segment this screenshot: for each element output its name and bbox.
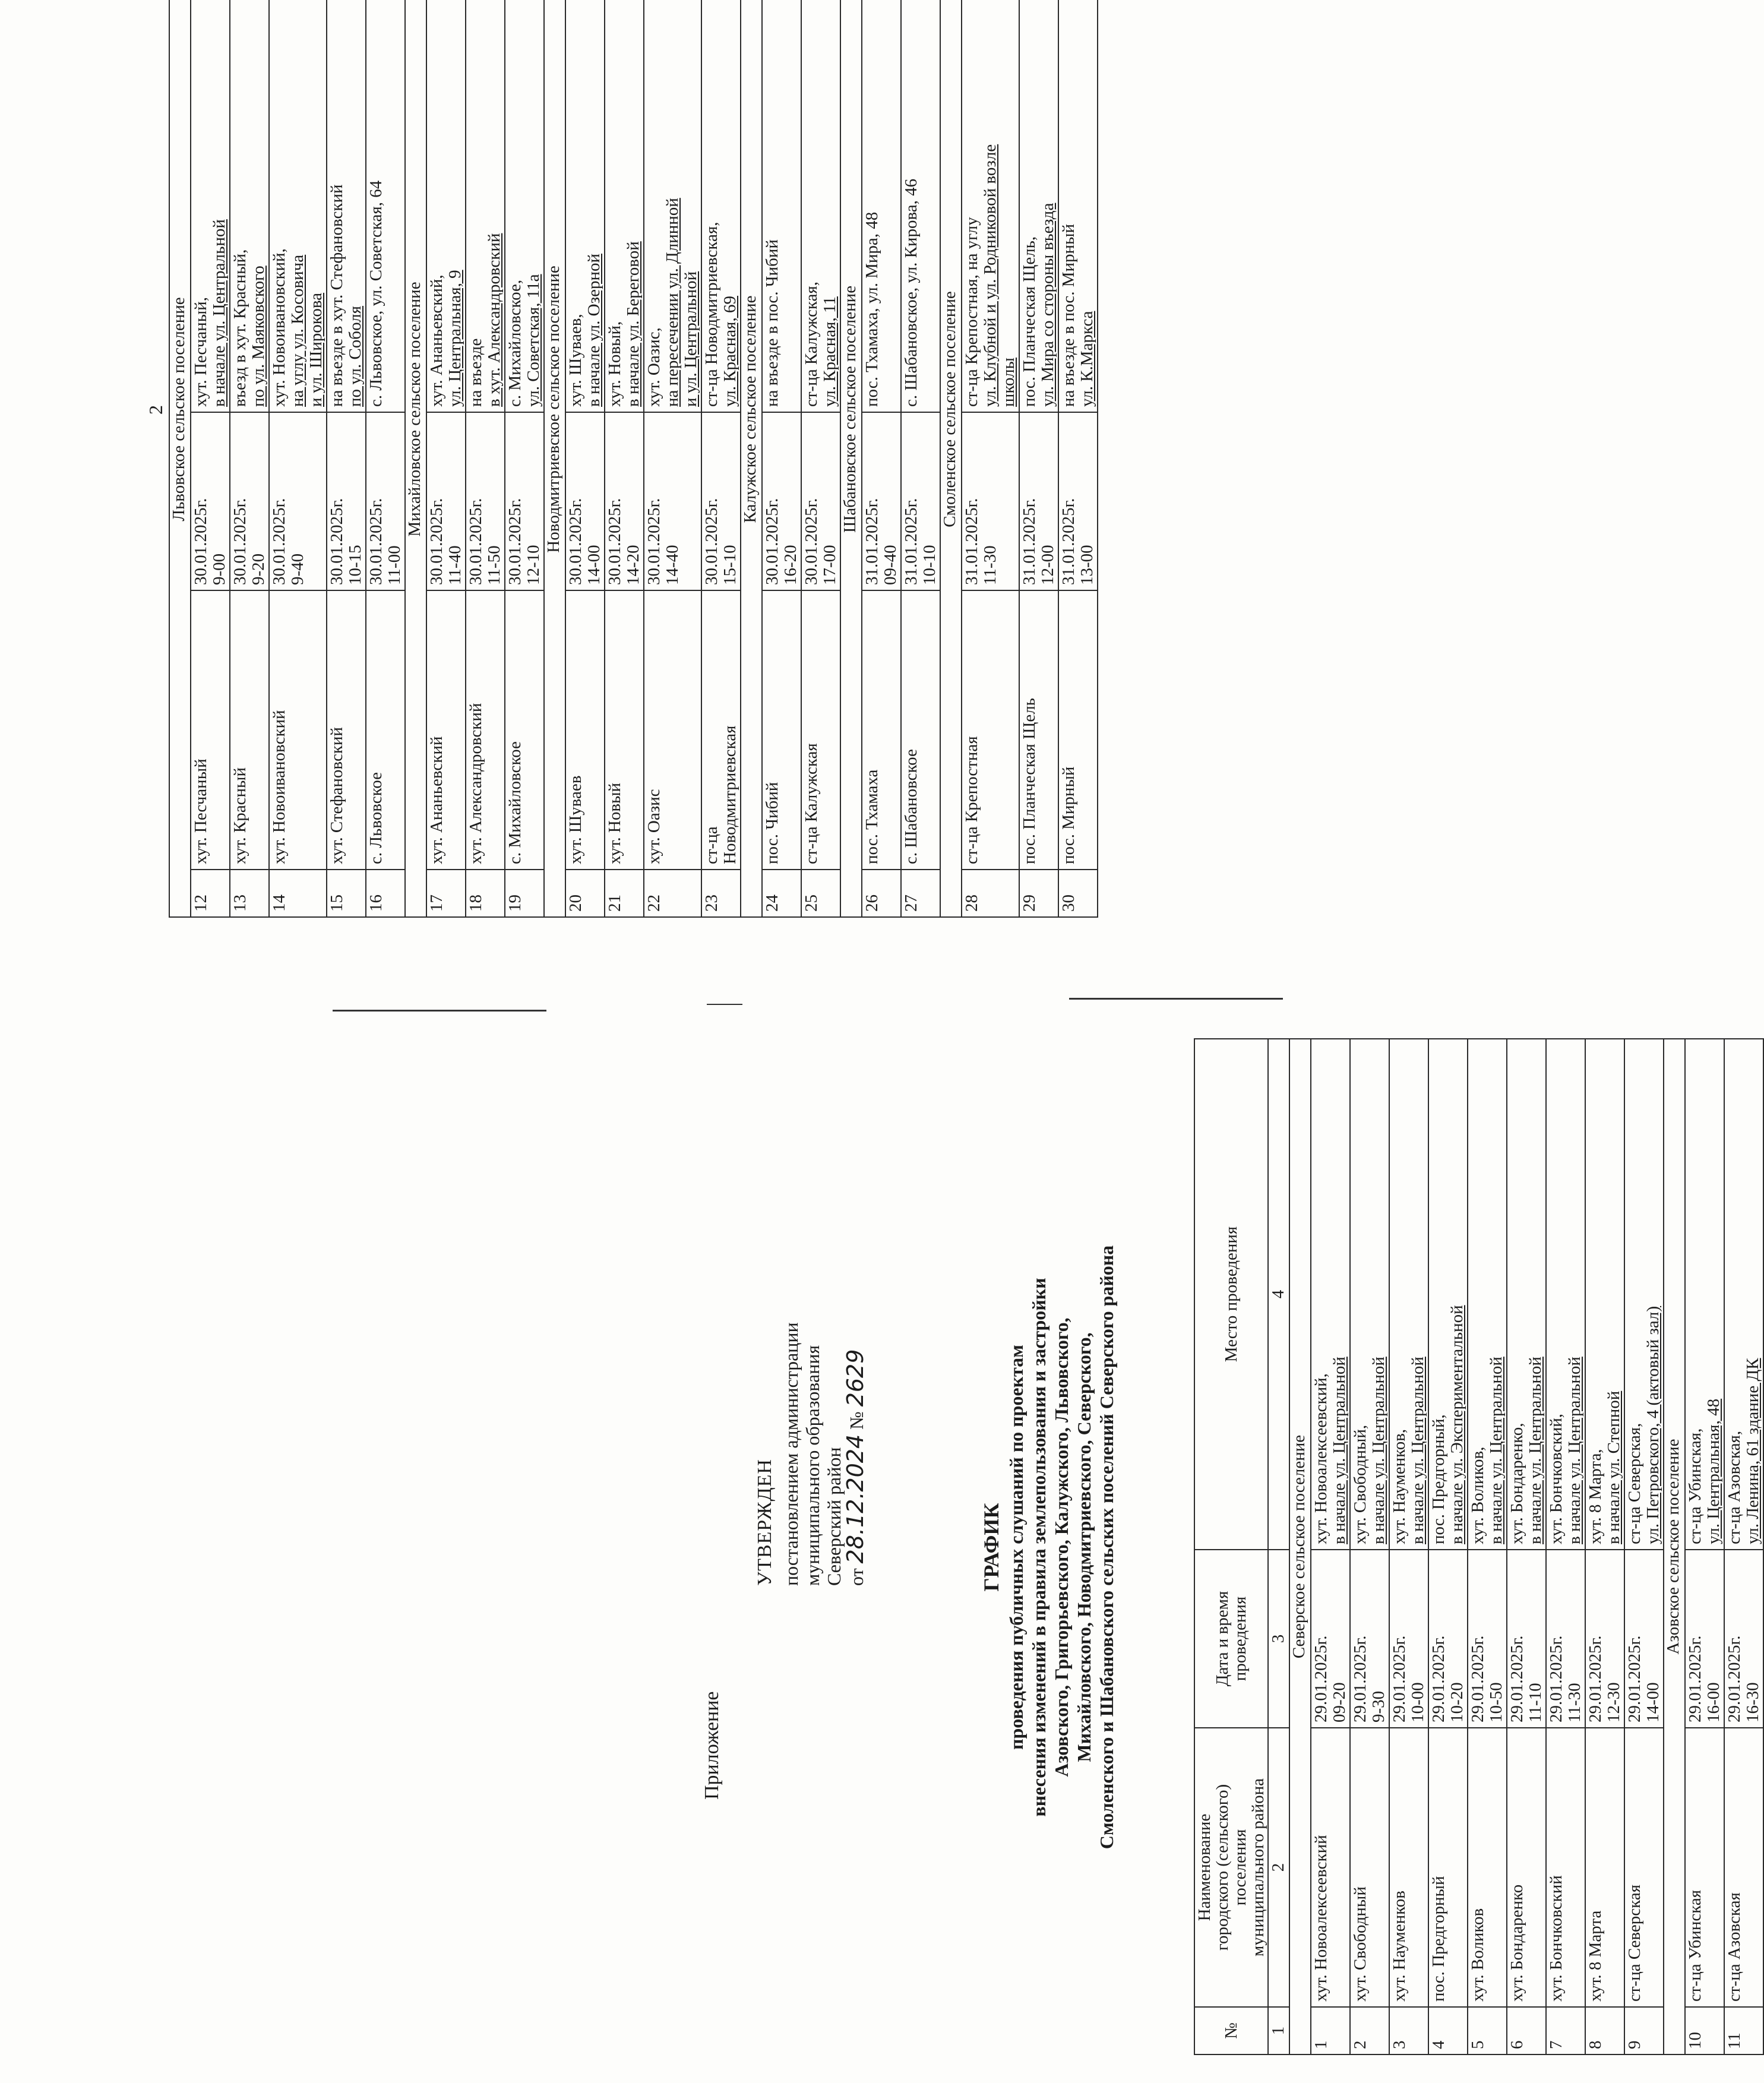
hearing-place: хут. Бондаренко, в начале ул. Центральной <box>1507 1039 1546 1550</box>
hearing-place: на въезде в хут. Стефановский по ул. Соболя <box>327 0 366 412</box>
hearing-place: хут. Новоалексеевский, в начале ул. Центральной <box>1311 1039 1350 1550</box>
hearing-time: 09-20 <box>1330 1682 1349 1722</box>
hearing-datetime <box>269 412 327 590</box>
settlement-name: хут. Воликов <box>1468 1728 1507 2007</box>
hearing-time: 9-00 <box>210 553 229 585</box>
table-row <box>426 0 466 917</box>
hearing-date: 29.01.2025г. <box>1725 1635 1744 1722</box>
section-title: Львовское сельское поселение <box>169 0 191 917</box>
hearing-datetime <box>1350 1550 1389 1728</box>
hearing-date: 30.01.2025г. <box>230 498 249 585</box>
hearing-date: 31.01.2025г. <box>962 498 981 585</box>
approval-line: постановлением администрации <box>780 1322 802 1586</box>
col-header-datetime: Дата и время проведения <box>1194 1550 1268 1728</box>
hearing-datetime <box>1058 412 1098 590</box>
hearing-place: ст-ца Калужская, ул. Красная, 11 <box>801 0 840 412</box>
hearing-date: 30.01.2025г. <box>644 498 663 585</box>
hearing-place: ст-ца Азовская, ул. Ленина, 61 здание ДК <box>1724 1039 1763 1550</box>
row-number: 23 <box>701 870 741 917</box>
row-number: 9 <box>1624 2007 1664 2054</box>
hearing-place: с. Львовское, ул. Советская, 64 <box>366 0 405 412</box>
hearing-date: 29.01.2025г. <box>1686 1635 1705 1722</box>
hearing-place: хут. Свободный, в начале ул. Центральной <box>1350 1039 1389 1550</box>
row-number: 2 <box>1350 2007 1389 2054</box>
col-header-name: Наименование городского (сельского) поселения муниципального района <box>1194 1728 1268 2007</box>
row-number: 7 <box>1546 2007 1585 2054</box>
row-number: 28 <box>962 870 1019 917</box>
hearing-place: хут. 8 Марта, в начале ул. Степной <box>1585 1039 1624 1550</box>
hearing-datetime <box>1546 1550 1585 1728</box>
hearing-date: 31.01.2025г. <box>1059 498 1078 585</box>
hearing-place: пос. Тхамаха, ул. Мира, 48 <box>862 0 901 412</box>
column-number: 1 <box>1268 2007 1289 2054</box>
hearing-place: въезд в хут. Красный, по ул. Маяковского <box>230 0 269 412</box>
settlement-name: хут. Свободный <box>1350 1728 1389 2007</box>
hearing-datetime <box>762 412 801 590</box>
row-number: 26 <box>862 870 901 917</box>
hearing-datetime <box>366 412 405 590</box>
hearing-place: на въезде в хут. Александровский <box>466 0 505 412</box>
approval-block <box>647 1039 1117 2055</box>
hearing-place: хут. Бончковский, в начале ул. Центральной <box>1546 1039 1585 1550</box>
settlement-name: хут. Шуваев <box>565 590 605 870</box>
hearing-date: 30.01.2025г. <box>191 498 210 585</box>
hearing-time: 10-10 <box>920 545 939 585</box>
hearing-place: с. Михайловское, ул. Советская, 11а <box>505 0 544 412</box>
hearing-time: 11-30 <box>981 545 1000 585</box>
table-row <box>1685 1039 1724 2054</box>
section-title: Северское сельское поселение <box>1289 1039 1311 2054</box>
section-row <box>940 0 962 917</box>
column-number: 3 <box>1268 1550 1289 1728</box>
section-row <box>1664 1039 1685 2054</box>
row-number: 19 <box>505 870 544 917</box>
hearing-datetime <box>191 412 230 590</box>
hearing-date: 29.01.2025г. <box>1468 1635 1487 1722</box>
hearing-place: хут. Науменков, в начале ул. Центральной <box>1389 1039 1428 1550</box>
row-number: 15 <box>327 870 366 917</box>
row-number: 29 <box>1019 870 1058 917</box>
row-number: 12 <box>191 870 230 917</box>
hearing-date: 29.01.2025г. <box>1547 1635 1566 1722</box>
row-number: 1 <box>1311 2007 1350 2054</box>
row-number: 4 <box>1428 2007 1468 2054</box>
table-row <box>1507 1039 1546 2054</box>
settlement-name: хут. Науменков <box>1389 1728 1428 2007</box>
hearing-place: ст-ца Крепостная, на углу ул. Клубной и ул. Родниковой возле школы <box>962 0 1019 412</box>
hearing-time: 10-15 <box>346 545 365 585</box>
approval-stamp <box>754 1322 867 1586</box>
hearing-datetime <box>505 412 544 590</box>
section-title: Калужское сельское поселение <box>741 0 762 917</box>
hearing-time: 9-20 <box>249 553 268 585</box>
settlement-name: пос. Мирный <box>1058 590 1098 870</box>
table-row <box>901 0 940 917</box>
divider-line <box>333 1010 546 1012</box>
settlement-name: с. Львовское <box>366 590 405 870</box>
settlement-name: ст-ца Азовская <box>1724 1728 1763 2007</box>
hearing-time: 09-40 <box>881 545 900 585</box>
hearing-datetime <box>426 412 466 590</box>
hearing-time: 13-00 <box>1077 545 1096 585</box>
row-number: 22 <box>644 870 701 917</box>
hearing-time: 11-40 <box>445 545 464 585</box>
approved-title: УТВЕРЖДЕН <box>754 1459 776 1586</box>
hearing-date: 31.01.2025г. <box>1020 498 1039 585</box>
hearing-date: 29.01.2025г. <box>1586 1635 1605 1722</box>
settlement-name: хут. Новый <box>605 590 644 870</box>
row-number: 16 <box>366 870 405 917</box>
hearing-date: 29.01.2025г. <box>1311 1635 1330 1722</box>
hearing-time: 16-20 <box>781 545 800 585</box>
table-row <box>1350 1039 1389 2054</box>
schedule-table <box>1194 1038 1764 2055</box>
hearing-time: 14-00 <box>1643 1682 1662 1722</box>
hearing-place: с. Шабановское, ул. Кирова, 46 <box>901 0 940 412</box>
column-number: 2 <box>1268 1728 1289 2007</box>
hearing-time: 16-00 <box>1704 1682 1723 1722</box>
hearing-datetime <box>1585 1550 1624 1728</box>
hearing-date: 30.01.2025г. <box>270 498 289 585</box>
col-header-place: Место проведения <box>1194 1039 1268 1550</box>
section-row <box>405 0 426 917</box>
table-row <box>962 0 1019 917</box>
col-header-num: № <box>1194 2007 1268 2054</box>
hearing-place: пос. Предгорный, в начале ул. Экспериментальной <box>1428 1039 1468 1550</box>
table-row <box>1546 1039 1585 2054</box>
hearing-datetime <box>1724 1550 1763 1728</box>
section-title: Смоленское сельское поселение <box>940 0 962 917</box>
hearing-place: ст-ца Новодмитриевская, ул. Красная, 69 <box>701 0 741 412</box>
hearing-date: 30.01.2025г. <box>763 498 782 585</box>
table-row <box>1468 1039 1507 2054</box>
handwritten-number: 2629 <box>842 1349 868 1407</box>
row-number: 14 <box>269 870 327 917</box>
table-row <box>644 0 701 917</box>
row-number: 13 <box>230 870 269 917</box>
hearing-datetime <box>962 412 1019 590</box>
settlement-name: с. Михайловское <box>505 590 544 870</box>
section-row <box>169 0 191 917</box>
settlement-name: хут. Стефановский <box>327 590 366 870</box>
table-row <box>230 0 269 917</box>
hearing-time: 11-50 <box>485 545 504 585</box>
hearing-date: 30.01.2025г. <box>802 498 821 585</box>
settlement-name: хут. Бончковский <box>1546 1728 1585 2007</box>
settlement-name: хут. Новоивановский <box>269 590 327 870</box>
hearing-place: хут. Воликов, в начале ул. Центральной <box>1468 1039 1507 1550</box>
table-row <box>505 0 544 917</box>
page-number: 2 <box>145 405 166 415</box>
settlement-name: хут. Александровский <box>466 590 505 870</box>
table-row <box>1019 0 1058 917</box>
hearing-place: хут. Новоивановский, на углу ул. Косовича и ул. Широкова <box>269 0 327 412</box>
hearing-date: 30.01.2025г. <box>366 498 385 585</box>
hearing-place: ст-ца Убинская, ул. Центральная, 48 <box>1685 1039 1724 1550</box>
section-title: Новодмитриевское сельское поселение <box>544 0 565 917</box>
hearing-time: 10-50 <box>1487 1682 1506 1722</box>
title-line: внесения изменений в правила землепользования и застройки <box>1028 1278 1049 1817</box>
hearing-datetime <box>1624 1550 1664 1728</box>
hearing-datetime <box>901 412 940 590</box>
row-number: 27 <box>901 870 940 917</box>
handwritten-date: 28.12.2024 <box>842 1434 868 1564</box>
hearing-datetime <box>701 412 741 590</box>
hearing-time: 11-10 <box>1526 1683 1545 1722</box>
section-row <box>544 0 565 917</box>
settlement-name: хут. Оазис <box>644 590 701 870</box>
hearing-place: на въезде в пос. Мирный ул. К.Маркса <box>1058 0 1098 412</box>
table-row <box>366 0 405 917</box>
hearing-place: на въезде в пос. Чибий <box>762 0 801 412</box>
hearing-time: 14-00 <box>584 545 603 585</box>
hearing-datetime <box>327 412 366 590</box>
table-row <box>1624 1039 1664 2054</box>
table-row <box>1428 1039 1468 2054</box>
row-number: 21 <box>605 870 644 917</box>
section-row <box>840 0 862 917</box>
hearing-datetime <box>644 412 701 590</box>
table-row <box>762 0 801 917</box>
row-number: 24 <box>762 870 801 917</box>
row-number: 11 <box>1724 2007 1763 2054</box>
hearing-time: 12-30 <box>1604 1682 1623 1722</box>
section-title: Михайловское сельское поселение <box>405 0 426 917</box>
settlement-name: ст-ца Крепостная <box>962 590 1019 870</box>
divider-line <box>707 1004 742 1005</box>
hearing-date: 30.01.2025г. <box>702 498 721 585</box>
hearing-time: 11-30 <box>1565 1683 1584 1722</box>
hearing-time: 14-20 <box>624 545 643 585</box>
row-number: 5 <box>1468 2007 1507 2054</box>
settlement-name: хут. Ананьевский <box>426 590 466 870</box>
hearing-date: 30.01.2025г. <box>566 498 585 585</box>
hearing-datetime <box>1685 1550 1724 1728</box>
settlement-name: ст-ца Убинская <box>1685 1728 1724 2007</box>
approval-line: муниципального образования <box>802 1345 823 1586</box>
hearing-time: 10-00 <box>1408 1682 1427 1722</box>
hearing-datetime <box>1468 1550 1507 1728</box>
settlement-name: пос. Чибий <box>762 590 801 870</box>
hearing-date: 31.01.2025г. <box>902 498 921 585</box>
hearing-place: хут. Песчаный, в начале ул. Центральной <box>191 0 230 412</box>
hearing-datetime <box>466 412 505 590</box>
hearing-datetime <box>1311 1550 1350 1728</box>
hearing-date: 29.01.2025г. <box>1390 1635 1409 1722</box>
settlement-name: хут. Красный <box>230 590 269 870</box>
hearing-time: 16-30 <box>1743 1682 1762 1722</box>
table-row <box>1389 1039 1428 2054</box>
row-number: 6 <box>1507 2007 1546 2054</box>
table-row <box>565 0 605 917</box>
hearing-datetime <box>1019 412 1058 590</box>
hearing-time: 10-20 <box>1447 1682 1466 1722</box>
divider-line <box>1069 998 1283 1000</box>
hearing-time: 9-30 <box>1369 1690 1388 1722</box>
hearing-date: 29.01.2025г. <box>1625 1635 1644 1722</box>
table-row <box>862 0 901 917</box>
settlement-name: хут. Песчаный <box>191 590 230 870</box>
page-one <box>647 1039 1764 2055</box>
hearing-place: хут. Новый, в начале ул. Береговой <box>605 0 644 412</box>
approval-date-line: от 28.12.2024 № 2629 <box>842 1349 868 1586</box>
hearing-place: хут. Ананьевский, ул. Центральная, 9 <box>426 0 466 412</box>
table-header-row <box>1194 1039 1268 2054</box>
row-number: 8 <box>1585 2007 1624 2054</box>
schedule-table-continued <box>169 0 1098 918</box>
hearing-datetime <box>1428 1550 1468 1728</box>
hearing-place: хут. Оазис, на пересечении ул. Длинной и ул. Центральной <box>644 0 701 412</box>
settlement-name: ст-ца Северская <box>1624 1728 1664 2007</box>
table-row <box>327 0 366 917</box>
document-title <box>980 1039 1118 2055</box>
hearing-datetime <box>1389 1550 1428 1728</box>
row-number: 10 <box>1685 2007 1724 2054</box>
hearing-date: 30.01.2025г. <box>605 498 624 585</box>
hearing-datetime <box>801 412 840 590</box>
hearing-time: 9-40 <box>288 553 307 585</box>
hearing-datetime <box>565 412 605 590</box>
page-two <box>143 0 1096 918</box>
hearing-date: 29.01.2025г. <box>1507 1635 1526 1722</box>
title-main: ГРАФИК <box>979 1503 1003 1592</box>
table-row <box>269 0 327 917</box>
hearing-place: ст-ца Северская, ул. Петровского, 4 (актовый зал) <box>1624 1039 1664 1550</box>
row-number: 18 <box>466 870 505 917</box>
hearing-time: 12-10 <box>524 545 543 585</box>
appendix-label: Приложение <box>701 1691 723 1800</box>
title-line: Смоленского и Шабановского сельских поселений Северского района <box>1096 1245 1117 1850</box>
settlement-name: ст-ца Калужская <box>801 590 840 870</box>
row-number: 25 <box>801 870 840 917</box>
settlement-name: хут. Бондаренко <box>1507 1728 1546 2007</box>
table-row <box>191 0 230 917</box>
settlement-name: хут. 8 Марта <box>1585 1728 1624 2007</box>
settlement-name: пос. Тхамаха <box>862 590 901 870</box>
table-row <box>1585 1039 1624 2054</box>
table-row <box>801 0 840 917</box>
settlement-name: хут. Новоалексеевский <box>1311 1728 1350 2007</box>
section-title: Азовское сельское поселение <box>1664 1039 1685 2054</box>
hearing-place: пос. Планческая Щель, ул. Мира со стороны въезда <box>1019 0 1058 412</box>
hearing-time: 14-40 <box>663 545 682 585</box>
row-number: 17 <box>426 870 466 917</box>
settlement-name: пос. Планческая Щель <box>1019 590 1058 870</box>
column-numbers-row <box>1268 1039 1289 2054</box>
title-line: Михайловского, Новодмитриевского, Северского, <box>1073 1332 1095 1762</box>
table-row <box>1724 1039 1763 2054</box>
hearing-date: 30.01.2025г. <box>466 498 485 585</box>
table-row <box>701 0 741 917</box>
row-number: 3 <box>1389 2007 1428 2054</box>
column-number: 4 <box>1268 1039 1289 1550</box>
hearing-date: 30.01.2025г. <box>427 498 446 585</box>
hearing-datetime <box>1507 1550 1546 1728</box>
row-number: 30 <box>1058 870 1098 917</box>
hearing-place: хут. Шуваев, в начале ул. Озерной <box>565 0 605 412</box>
table-row <box>1058 0 1098 917</box>
title-line: Азовского, Григорьевского, Калужского, Львовского, <box>1051 1317 1072 1777</box>
hearing-time: 17-00 <box>820 545 839 585</box>
table-row <box>466 0 505 917</box>
hearing-date: 31.01.2025г. <box>862 498 881 585</box>
section-row <box>1289 1039 1311 2054</box>
approval-line: Северский район <box>823 1447 845 1586</box>
hearing-time: 11-00 <box>385 545 404 585</box>
hearing-time: 15-10 <box>720 545 739 585</box>
hearing-datetime <box>605 412 644 590</box>
hearing-date: 29.01.2025г. <box>1429 1635 1448 1722</box>
section-row <box>741 0 762 917</box>
title-line: проведения публичных слушаний по проектам <box>1006 1345 1027 1750</box>
row-number: 20 <box>565 870 605 917</box>
hearing-date: 30.01.2025г. <box>505 498 524 585</box>
table-row <box>605 0 644 917</box>
settlement-name: ст-ца Новодмитриевская <box>701 590 741 870</box>
section-title: Шабановское сельское поселение <box>840 0 862 917</box>
settlement-name: с. Шабановское <box>901 590 940 870</box>
table-row <box>1311 1039 1350 2054</box>
hearing-datetime <box>862 412 901 590</box>
hearing-date: 29.01.2025г. <box>1351 1635 1370 1722</box>
hearing-datetime <box>230 412 269 590</box>
hearing-date: 30.01.2025г. <box>327 498 346 585</box>
hearing-time: 12-00 <box>1038 545 1057 585</box>
settlement-name: пос. Предгорный <box>1428 1728 1468 2007</box>
